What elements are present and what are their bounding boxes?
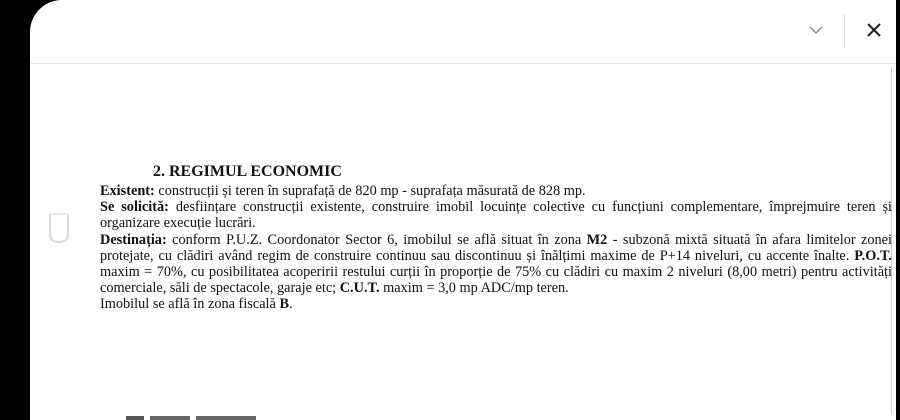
punch-hole-mark — [46, 208, 72, 246]
chevron-down-icon — [809, 26, 823, 35]
pot-label: P.O.T. — [854, 247, 892, 264]
solicita-text: desființare construcții existente, construire imobil locuințe colective cu funcțiuni complementare, împrejmuire teren și organizare execuție lucrări. — [100, 199, 892, 232]
solicita-label: Se solicită: — [100, 199, 169, 216]
dropdown-button[interactable] — [798, 12, 834, 48]
fiscal-zone: B — [279, 296, 289, 313]
fiscal-text: Imobilul se află în zona fiscală — [100, 296, 280, 313]
document-body — [100, 163, 892, 313]
existent-label: Existent: — [100, 183, 155, 199]
destinatia-text-3: maxim = 70%, cu posibilitatea acoperirii restului curții în proporție de 75% cu clădiri cu maxim 2 niveluri (8,00 metri) pentru activități comerciale, săli de spectacole, garaje etc; — [100, 264, 892, 297]
existent-paragraph — [100, 183, 892, 199]
section-heading: 2. REGIMUL ECONOMIC — [153, 163, 342, 180]
document-page — [30, 0, 896, 420]
destinatia-label: Destinația: — [100, 231, 167, 248]
close-icon — [866, 22, 882, 38]
destinatia-paragraph — [100, 232, 892, 297]
solicita-paragraph — [100, 199, 892, 231]
fiscal-end: . — [288, 296, 293, 313]
close-button[interactable] — [856, 12, 892, 48]
cut-off-text-fragment — [126, 414, 276, 420]
toolbar-divider — [30, 63, 896, 64]
zone-code: M2 — [586, 231, 608, 248]
control-separator — [844, 14, 845, 48]
existent-text: construcții și teren în suprafață de 820 mp - suprafața măsurată de 828 mp. — [154, 183, 586, 199]
destinatia-text-2: - subzonă mixtă situată în afara limitelor zonei protejate, cu clădiri având regim de construire continuu sau discontinuu și înălțimi maxime de P+14 niveluri, cu accente înalte. — [100, 231, 892, 264]
destinatia-text-4: maxim = 3,0 mp ADC/mp teren. — [379, 280, 569, 297]
cut-label: C.U.T. — [339, 280, 380, 297]
fiscal-paragraph — [100, 296, 892, 312]
destinatia-text-1: conform P.U.Z. Coordonator Sector 6, imobilul se află situat în zona — [166, 231, 587, 248]
